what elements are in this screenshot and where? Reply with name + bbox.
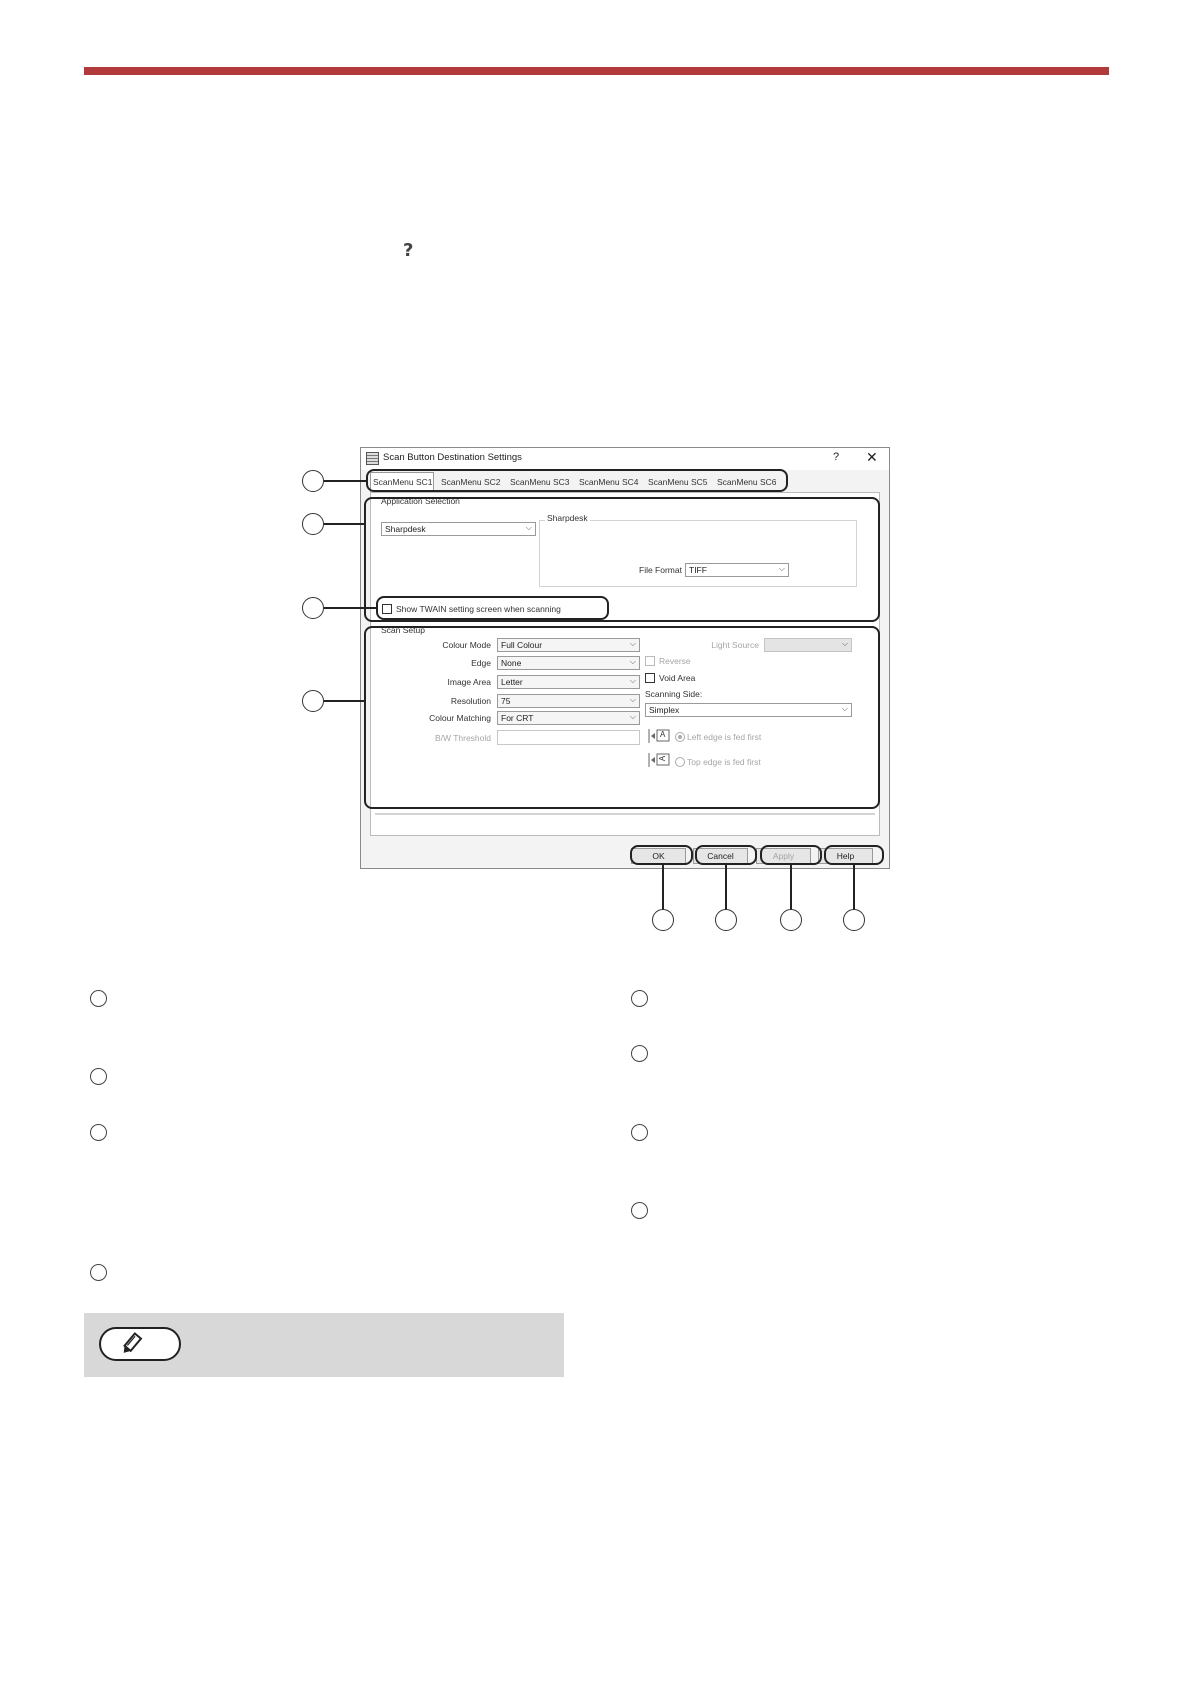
image-area-value: Letter — [501, 677, 523, 687]
note-badge — [99, 1327, 181, 1361]
close-icon[interactable]: ✕ — [866, 449, 878, 465]
panel-divider — [375, 813, 875, 815]
tab-scanmenu-sc3[interactable]: ScanMenu SC3 — [510, 477, 570, 487]
top-edge-feed-letter: A — [658, 755, 668, 762]
tab-scanmenu-sc1[interactable]: ScanMenu SC1 — [370, 472, 434, 492]
edge-label: Edge — [471, 658, 491, 668]
callout-number — [652, 909, 674, 931]
description-marker — [631, 1045, 648, 1062]
callout-number — [843, 909, 865, 931]
tab-scanmenu-sc6[interactable]: ScanMenu SC6 — [717, 477, 777, 487]
light-source-label: Light Source — [711, 640, 759, 650]
callout-cancel — [695, 845, 757, 865]
apply-button[interactable]: Apply — [756, 848, 811, 864]
reverse-label: Reverse — [659, 656, 691, 666]
cancel-button[interactable]: Cancel — [693, 848, 748, 864]
leader-line — [324, 523, 366, 525]
bw-threshold-label: B/W Threshold — [434, 733, 491, 743]
note-box — [84, 1313, 564, 1377]
callout-number — [780, 909, 802, 931]
scanner-app-icon — [366, 452, 379, 465]
left-edge-feed-letter: A — [660, 730, 666, 739]
description-marker — [90, 1068, 107, 1085]
description-marker — [631, 990, 648, 1007]
callout-number — [715, 909, 737, 931]
leader-line — [725, 865, 727, 911]
sharpdesk-group-label: Sharpdesk — [547, 513, 588, 523]
file-format-label: File Format — [639, 565, 682, 575]
colour-matching-value: For CRT — [501, 713, 534, 723]
chevron-down-icon: ⌵ — [525, 523, 532, 532]
pencil-icon — [99, 1327, 181, 1361]
leader-line — [324, 607, 378, 609]
chevron-down-icon: ⌵ — [629, 657, 636, 666]
description-marker — [90, 1264, 107, 1281]
tab-scanmenu-sc4[interactable]: ScanMenu SC4 — [579, 477, 639, 487]
callout-number — [302, 597, 324, 619]
chevron-down-icon: ⌵ — [629, 712, 636, 721]
ok-button[interactable]: OK — [631, 848, 686, 864]
description-marker — [631, 1202, 648, 1219]
callout-scan-setup — [364, 626, 880, 809]
chevron-down-icon: ⌵ — [841, 639, 848, 648]
tab-scanmenu-sc5[interactable]: ScanMenu SC5 — [648, 477, 708, 487]
void-area-label: Void Area — [659, 673, 696, 683]
colour-matching-label: Colour Matching — [429, 713, 491, 723]
callout-number — [302, 690, 324, 712]
leader-line — [324, 480, 368, 482]
chevron-down-icon: ⌵ — [629, 695, 636, 704]
chevron-down-icon: ⌵ — [841, 704, 848, 713]
leader-line — [790, 865, 792, 911]
title-help-button[interactable]: ? — [833, 451, 840, 463]
header-rule — [84, 67, 1109, 75]
description-marker — [90, 990, 107, 1007]
colour-mode-label: Colour Mode — [442, 640, 491, 650]
colour-mode-value: Full Colour — [501, 640, 543, 650]
leader-line — [324, 700, 366, 702]
chevron-down-icon: ⌵ — [778, 564, 785, 573]
callout-number — [302, 513, 324, 535]
description-marker — [90, 1124, 107, 1141]
resolution-label: Resolution — [450, 696, 491, 706]
callout-help — [824, 845, 884, 865]
file-format-value: TIFF — [689, 565, 707, 575]
scanning-side-value: Simplex — [649, 705, 680, 715]
resolution-value: 75 — [501, 696, 511, 706]
help-button[interactable]: Help — [818, 848, 873, 864]
title-bar — [361, 448, 889, 470]
scanning-side-label: Scanning Side: — [645, 689, 703, 699]
callout-twain-checkbox — [376, 596, 609, 620]
application-select-value: Sharpdesk — [385, 524, 426, 534]
callout-ok — [630, 845, 693, 865]
callout-number — [302, 470, 324, 492]
left-edge-label: Left edge is fed first — [687, 732, 762, 742]
scan-setup-label: Scan Setup — [381, 625, 425, 635]
callout-apply — [760, 845, 822, 865]
twain-checkbox-label: Show TWAIN setting screen when scanning — [396, 604, 561, 614]
application-selection-label: Application Selection — [381, 496, 460, 506]
image-area-label: Image Area — [447, 677, 491, 687]
dialog-title: Scan Button Destination Settings — [383, 452, 522, 463]
edge-value: None — [501, 658, 522, 668]
tab-scanmenu-sc2[interactable]: ScanMenu SC2 — [441, 477, 501, 487]
callout-tabs — [366, 469, 788, 492]
description-marker — [631, 1124, 648, 1141]
chevron-down-icon: ⌵ — [629, 639, 636, 648]
chevron-down-icon: ⌵ — [629, 676, 636, 685]
help-question-icon: ? — [403, 240, 414, 261]
leader-line — [662, 865, 664, 911]
leader-line — [853, 865, 855, 911]
top-edge-label: Top edge is fed first — [687, 757, 761, 767]
